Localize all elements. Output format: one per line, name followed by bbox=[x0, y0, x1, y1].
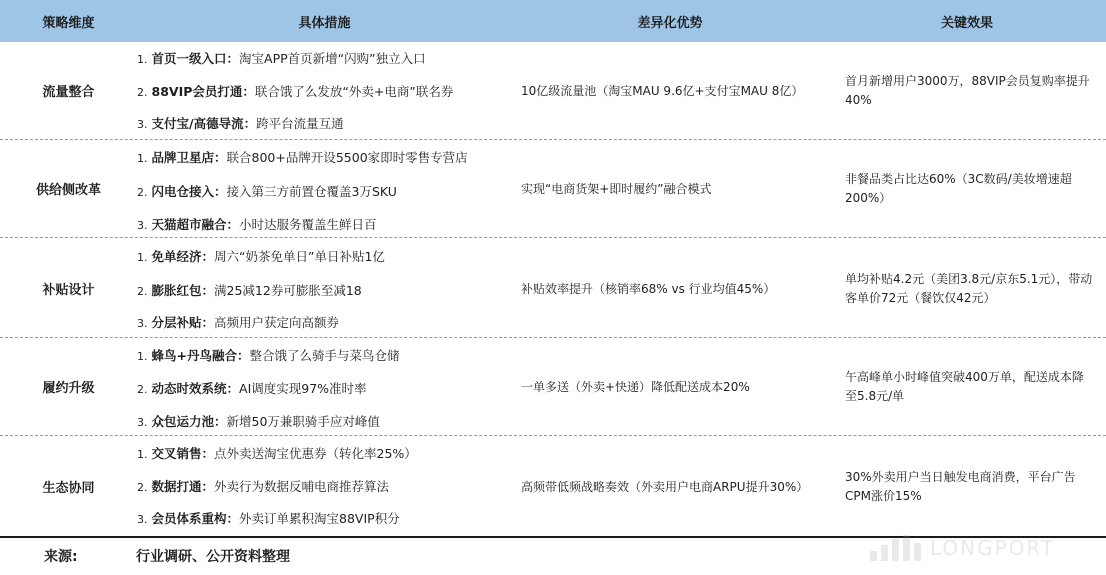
dimension-cell: 生态协同 bbox=[42, 481, 95, 496]
table-row bbox=[0, 240, 1106, 338]
effect-cell: 首月新增用户3000万，88VIP会员复购率提升40% bbox=[845, 73, 1090, 107]
measure-item: 2. 数据打通：外卖行为数据反哺电商推荐算法 bbox=[137, 479, 390, 494]
measure-item: 3. 会员体系重构：外卖订单累积淘宝88VIP积分 bbox=[137, 511, 400, 526]
dimension-cell: 供给侧改革 bbox=[35, 183, 101, 198]
measure-item: 1. 品牌卫星店：联合800+品牌开设5500家即时零售专营店 bbox=[137, 150, 468, 165]
header-effect: 关键效果 bbox=[940, 15, 993, 31]
dimension-cell: 流量整合 bbox=[42, 85, 95, 100]
advantage-cell: 高频带低频战略奏效（外卖用户电商ARPU提升30%） bbox=[521, 479, 809, 494]
measure-item: 2. 闪电仓接入：接入第三方前置仓覆盖3万SKU bbox=[137, 184, 397, 199]
table-header bbox=[0, 0, 1106, 42]
source-label: 来源: bbox=[44, 549, 78, 565]
table-row bbox=[0, 437, 1106, 536]
watermark-text: LONGPORT bbox=[930, 536, 1056, 560]
longport-logo-icon bbox=[870, 535, 922, 561]
effect-cell: 午高峰单小时峰值突破400万单，配送成本降至5.8元/单 bbox=[845, 369, 1084, 403]
effect-cell: 30%外卖用户当日触发电商消费，平台广告CPM涨价15% bbox=[845, 469, 1076, 503]
measure-item: 3. 分层补贴：高频用户获定向高额券 bbox=[137, 315, 340, 330]
measures-cell bbox=[137, 140, 512, 237]
advantage-cell: 实现“电商货架+即时履约”融合模式 bbox=[521, 181, 712, 196]
header-advantage: 差异化优势 bbox=[637, 15, 703, 31]
measures-cell bbox=[137, 42, 512, 139]
dimension-cell: 履约升级 bbox=[42, 381, 95, 396]
table-row bbox=[0, 42, 1106, 140]
measure-item: 1. 交叉销售：点外卖送淘宝优惠券（转化率25%） bbox=[137, 446, 417, 461]
measure-item: 1. 首页一级入口：淘宝APP首页新增“闪购”独立入口 bbox=[137, 51, 426, 66]
measure-item: 1. 免单经济：周六“奶茶免单日”单日补贴1亿 bbox=[137, 249, 385, 264]
measures-cell bbox=[137, 437, 512, 536]
watermark bbox=[870, 530, 1100, 566]
measure-item: 2. 88VIP会员打通：联合饿了么发放“外卖+电商”联名券 bbox=[137, 84, 454, 99]
header-measures: 具体措施 bbox=[298, 15, 351, 31]
measure-item: 2. 动态时效系统：AI调度实现97%准时率 bbox=[137, 381, 367, 396]
measure-item: 2. 膨胀红包：满25减12券可膨胀至减18 bbox=[137, 283, 362, 298]
advantage-cell: 10亿级流量池（淘宝MAU 9.6亿+支付宝MAU 8亿） bbox=[521, 83, 804, 98]
header-dimension: 策略维度 bbox=[42, 15, 95, 31]
measure-item: 1. 蜂鸟+丹鸟融合：整合饿了么骑手与菜鸟仓储 bbox=[137, 348, 400, 363]
table-row bbox=[0, 140, 1106, 238]
measure-item: 3. 支付宝/高德导流：跨平台流量互通 bbox=[137, 116, 344, 131]
measures-cell bbox=[137, 338, 512, 435]
measure-item: 3. 众包运力池：新增50万兼职骑手应对峰值 bbox=[137, 414, 380, 429]
effect-cell: 非餐品类占比达60%（3C数码/美妆增速超200%） bbox=[845, 171, 1072, 205]
table-row bbox=[0, 338, 1106, 436]
measures-cell bbox=[137, 240, 512, 337]
advantage-cell: 一单多送（外卖+快递）降低配送成本20% bbox=[521, 379, 750, 394]
source-value: 行业调研、公开资料整理 bbox=[136, 549, 290, 565]
effect-cell: 单均补贴4.2元（美团3.8元/京东5.1元），带动客单价72元（餐饮仅42元） bbox=[845, 271, 1093, 305]
advantage-cell: 补贴效率提升（核销率68% vs 行业均值45%） bbox=[521, 281, 776, 296]
measure-item: 3. 天猫超市融合：小时达服务覆盖生鲜日百 bbox=[137, 217, 377, 232]
dimension-cell: 补贴设计 bbox=[42, 283, 95, 298]
